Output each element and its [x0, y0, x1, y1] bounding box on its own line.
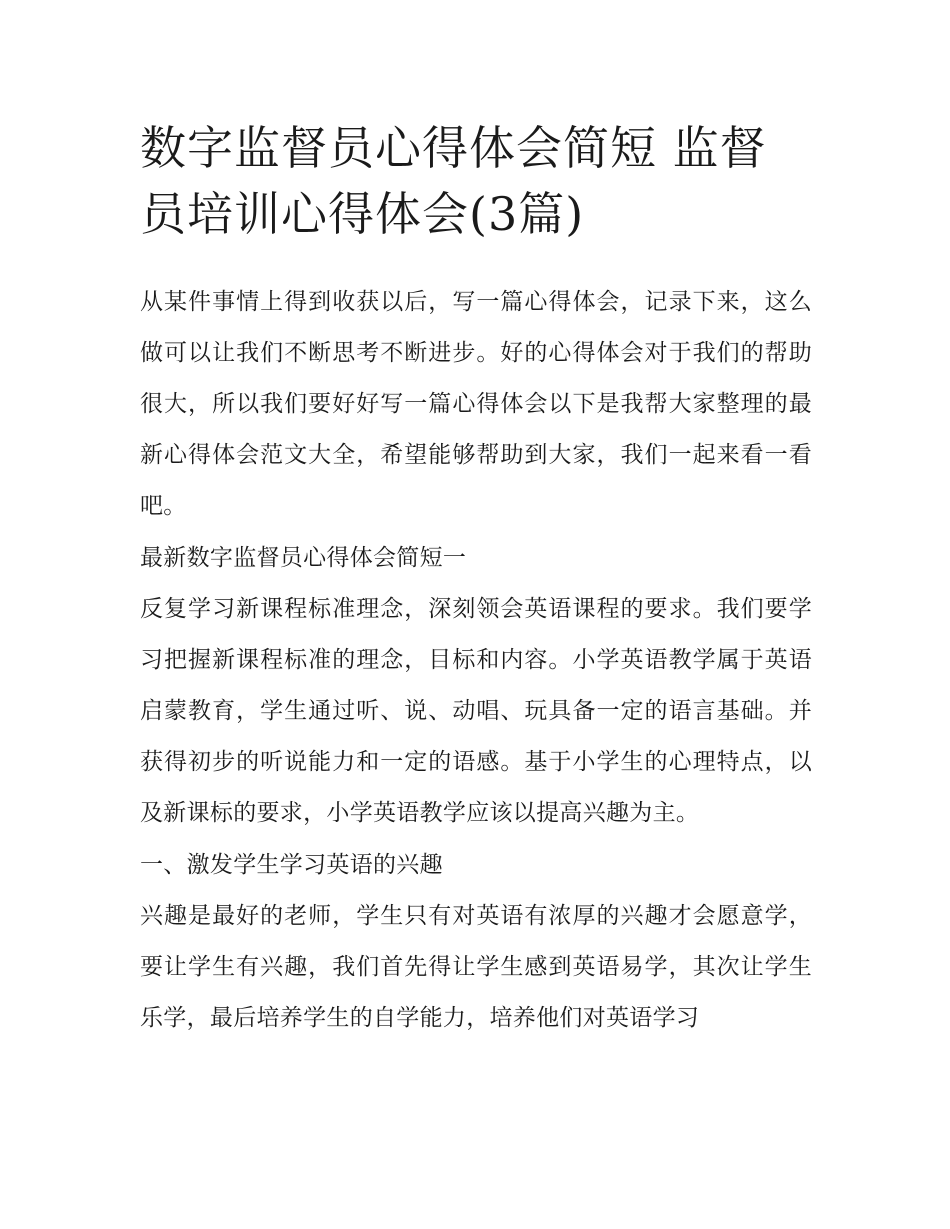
intro-paragraph: 从某件事情上得到收获以后，写一篇心得体会，记录下来，这么做可以让我们不断思考不断进步。好的心得体会对于我们的帮助很大，所以我们要好好写一篇心得体会以下是我帮大家整理的最新心得体会范文大全，希望能够帮助到大家，我们一起来看一看吧。 — [140, 289, 812, 519]
document-title: 数字监督员心得体会简短 监督员培训心得体会(3篇) — [140, 121, 767, 241]
subheading-1: 一、激发学生学习英语的兴趣 — [140, 852, 443, 878]
document-body — [140, 277, 812, 1044]
body-paragraph-2: 兴趣是最好的老师，学生只有对英语有浓厚的兴趣才会愿意学，要让学生有兴趣，我们首先得让学生感到英语易学，其次让学生乐学，最后培养学生的自学能力，培养他们对英语学习 — [140, 903, 812, 1031]
body-paragraph-1: 反复学习新课程标准理念，深刻领会英语课程的要求。我们要学习把握新课程标准的理念，目标和内容。小学英语教学属于英语启蒙教育，学生通过听、说、动唱、玩具备一定的语言基础。并获得初步的听说能力和一定的语感。基于小学生的心理特点，以及新课标的要求，小学英语教学应该以提高兴趣为主。 — [140, 596, 812, 826]
section-heading: 最新数字监督员心得体会简短一 — [140, 545, 467, 571]
